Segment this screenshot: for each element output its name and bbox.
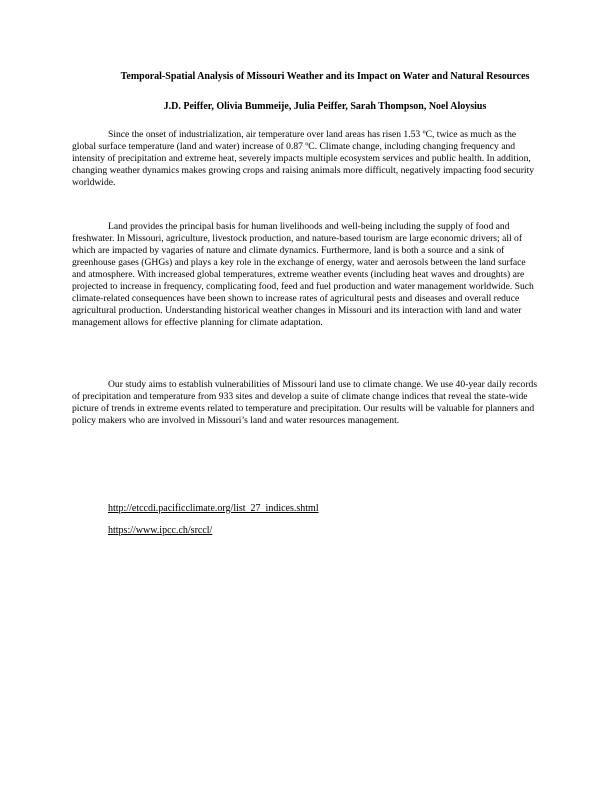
body-paragraph-2 [72, 221, 538, 329]
document-title: Temporal-Spatial Analysis of Missouri Weather and its Impact on Water and Natural Resources [120, 71, 530, 82]
body-paragraph-1 [72, 129, 538, 189]
body-paragraph-3 [72, 379, 538, 427]
paragraph-text: Land provides the principal basis for human livelihoods and well-being including the supply of food and freshwater. In Missouri, agriculture, livestock production, and nature-based tourism are large economic drivers; all of which are impacted by vagaries of nature and climate dynamics. Furthermore, land is both a source and a sink of greenhouse gases (GHGs) and plays a key role in the exchange of energy, water and aerosols between the land surface and atmosphere. With increased global temperatures, extreme weather events (including heat waves and droughts) are projected to increase in frequency, complicating food, feed and fuel production and water management worldwide. Such climate-related consequences have been shown to increase rates of agricultural pests and diseases and overall reduce agricultural production. Understanding historical weather changes in Missouri and its interaction with land and water management allows for effective planning for climate adaptation. [72, 221, 534, 329]
paragraph-text: Our study aims to establish vulnerabilities of Missouri land use to climate change. We use 40-year daily records of precipitation and temperature from 933 sites and develop a suite of climate change indices that reveal the state-wide picture of trends in extreme events related to temperature and precipitation. Our results will be valuable for planners and policy makers who are involved in Missouri’s land and water resources management. [72, 379, 538, 427]
reference-link-etccdi[interactable]: http://etccdi.pacificclimate.org/list_27_indices.shtml [108, 503, 319, 514]
author-list: J.D. Peiffer, Olivia Bummeije, Julia Peiffer, Sarah Thompson, Noel Aloysius [163, 101, 487, 112]
reference-link-ipcc[interactable]: https://www.ipcc.ch/srccl/ [108, 525, 213, 536]
paragraph-text: Since the onset of industrialization, air temperature over land areas has risen 1.53 ºC, twice as much as the global surface temperature (land and water) increase of 0.87 ºC. Climate change, including changing frequency and intensity of precipitation and extreme heat, severely impacts multiple ecosystem services and public health. In addition, changing weather dynamics makes growing crops and raising animals more difficult, negatively impacting food security worldwide. [72, 129, 535, 189]
